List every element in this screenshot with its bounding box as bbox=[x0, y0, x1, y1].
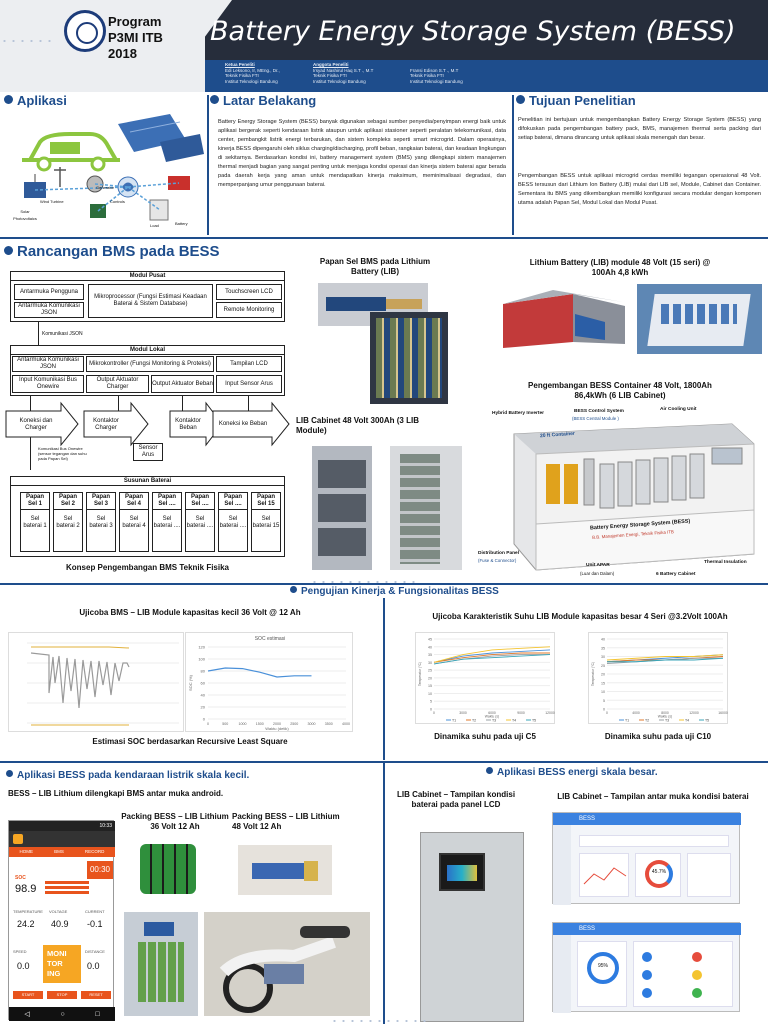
bullet-icon bbox=[486, 767, 493, 774]
susunan-title: Susunan Baterai bbox=[10, 476, 285, 486]
battery-cell bbox=[119, 492, 149, 552]
latar-text: Battery Energy Storage System (BESS) banyak digunakan sebagai sumber penyedia/penyimpan energi baik untuk aplikasi bergerak seperti kendaraan listrik ataupun untuk aplikasi stasioner seperti peralatan telekomunikasi, data center, pembangkit listrik energi terbarukan, dan sistem kompleks seperti smart microgrid. Dalam operasinya, kinerja BESS dipengaruhi oleh siklus charging/discharging, profil beban, rangkaian baterai, dan keadaan lingkungan di sekitarnya. Berdasarkan kondisi ini, battery management system (BMS) yang dilengkapi sistem manajemen thermal menjadi bagian yang sangat penting untuk menjaga kondisi operasi dan kinerja sistem baterai agar berada pada daerah kerja yang aman untuk mendapatkan kinerja maksimum, meminimalisasi degradasi, dan memperpanjang umur penggunaan baterai. bbox=[218, 119, 506, 188]
y-tick-label: 30 bbox=[428, 660, 432, 665]
page-title: Battery Energy Storage System (BESS) bbox=[210, 16, 736, 47]
team-unit: Teknik Fisika FTI bbox=[313, 73, 347, 78]
touchscreen-box: Touchscreen LCD bbox=[216, 284, 282, 300]
divider bbox=[0, 583, 768, 585]
x-tick-label: 8000 bbox=[661, 711, 669, 715]
legend-label: T4 bbox=[512, 718, 517, 723]
legend-label: T5 bbox=[532, 718, 537, 723]
heading-text: Aplikasi BESS energi skala besar. bbox=[497, 767, 658, 778]
divider bbox=[512, 95, 514, 235]
cell-battery-label: Sel baterai .... bbox=[186, 516, 214, 529]
cabinet-caption: LIB Cabinet 48 Volt 300Ah (3 LIB Module) bbox=[296, 416, 419, 435]
koneksi-beban-label: Koneksi ke Beban bbox=[218, 421, 268, 427]
current-value: -0.1 bbox=[87, 919, 103, 929]
tab-home[interactable]: HOME bbox=[19, 849, 34, 854]
heading-text: Pengujian Kinerja & Fungsionalitas BESS bbox=[301, 586, 499, 597]
dashboard-gauge-card bbox=[635, 853, 681, 897]
battery-cell bbox=[86, 492, 116, 552]
x-tick-label: 3000 bbox=[307, 722, 316, 726]
x-tick-label: 2000 bbox=[273, 722, 281, 726]
c5-chart-svg bbox=[416, 633, 556, 725]
divider bbox=[0, 237, 768, 239]
battery-cell bbox=[53, 492, 83, 552]
cell-board-label: Papan Sel 4 bbox=[120, 493, 148, 510]
program-line: P3MI ITB bbox=[108, 30, 163, 45]
antarmuka-json-box: Antarmuka Komunikasi JSON bbox=[14, 302, 84, 318]
tab-record[interactable]: RECORD bbox=[84, 849, 105, 854]
soc-chart-title: SOC estimasi bbox=[254, 636, 286, 642]
divider bbox=[383, 598, 385, 760]
container-caption: Pengembangan BESS Container 48 Volt, 1800Ah 86,4kWh (6 LIB Cabinet) bbox=[528, 381, 712, 400]
soc-value: 98.9 bbox=[15, 883, 37, 895]
android-tabs bbox=[9, 847, 115, 857]
y-tick-label: 5 bbox=[603, 698, 605, 703]
voltage-value: 40.9 bbox=[51, 919, 69, 929]
komunikasi-json-label: Komunikasi JSON bbox=[42, 331, 83, 337]
cell-board-label: Papan Sel .... bbox=[219, 493, 247, 510]
program-line: 2018 bbox=[108, 46, 137, 61]
x-tick-label: 1500 bbox=[255, 722, 264, 726]
x-tick-label: 3000 bbox=[459, 711, 467, 715]
soc-series-line bbox=[208, 668, 312, 677]
divider-dots bbox=[310, 581, 420, 583]
dashboard-sidebar bbox=[553, 935, 571, 1013]
input-sensor-box: Input Sensor Arus bbox=[216, 375, 282, 393]
timer-display: 00:30 bbox=[87, 861, 113, 879]
team-role: Ketua Peneliti bbox=[225, 62, 255, 67]
monitor-line: TOR bbox=[47, 959, 63, 968]
legend-label: T3 bbox=[492, 718, 497, 723]
team-band bbox=[205, 60, 768, 92]
modul-pusat-title: Modul Pusat bbox=[10, 271, 285, 281]
y-tick-label: 80 bbox=[200, 668, 205, 674]
y-tick-label: 20 bbox=[200, 704, 205, 710]
x-tick-label: 12000 bbox=[689, 711, 699, 715]
left-test-title: Ujicoba BMS – LIB Module kapasitas kecil 36 Volt @ 12 Ah bbox=[79, 608, 301, 617]
section-heading-kecil bbox=[6, 770, 249, 781]
team-unit: Institut Teknologi Bandung bbox=[410, 78, 463, 84]
recent-icon[interactable]: □ bbox=[95, 1010, 100, 1018]
tujuan-para-2: Pengembangan BESS untuk aplikasi microgrid cerdas memiliki tegangan operasional 48 Volt. BESS tersusun dari Lithium Ion Battery (LIB) mulai dari LIB sel, Module, Cabinet dan Container. Sementara itu BMS yang dikembangkan memiliki konfigurasi secara modular dengan komponen utama adalah Papan Sel, Modul Lokal dan Modul Pusat. bbox=[518, 173, 761, 206]
y-axis-label: Temperatur (°C) bbox=[418, 661, 422, 687]
section-heading-aplikasi bbox=[4, 93, 67, 108]
lib-module-caption: Lithium Battery (LIB) module 48 Volt (15 seri) @ 100Ah 4,8 kWh bbox=[529, 258, 711, 277]
x-tick-label: 4000 bbox=[342, 722, 350, 726]
cell-board-label: Papan Sel 15 bbox=[252, 493, 280, 510]
x-tick-label: 2500 bbox=[290, 722, 299, 726]
legend-label: T2 bbox=[645, 718, 650, 723]
section-heading-pengujian bbox=[290, 586, 499, 597]
y-tick-label: 0 bbox=[603, 707, 605, 712]
x-tick-label: 6000 bbox=[488, 711, 496, 715]
label-distribution: Distribution Panel bbox=[478, 551, 520, 556]
cell-board-label: Papan Sel .... bbox=[153, 493, 181, 510]
monitor-line: MONI bbox=[47, 949, 67, 958]
distance-label: DISTANCE bbox=[85, 949, 105, 954]
y-axis-label: SOC (%) bbox=[188, 675, 193, 691]
cell-battery-label: Sel baterai .... bbox=[153, 516, 181, 529]
cabinet-lcd-photo bbox=[420, 832, 524, 1022]
label-battery: Battery bbox=[175, 221, 188, 226]
x-tick-label: 0 bbox=[433, 711, 435, 715]
team-unit: Teknik Fisika FTI bbox=[225, 73, 259, 78]
stop-button[interactable]: STOP bbox=[47, 991, 77, 999]
y-tick-label: 10 bbox=[428, 691, 432, 696]
x-tick-label: 0 bbox=[207, 722, 209, 726]
y-tick-label: 40 bbox=[428, 645, 432, 650]
speed-label: SPEED bbox=[13, 949, 27, 954]
cell-battery-label: Sel baterai 2 bbox=[56, 516, 80, 529]
heading-text: Aplikasi bbox=[17, 93, 67, 108]
label-distribution-sub: (Fuse & Connector) bbox=[478, 558, 517, 563]
cell-board-label: Papan Sel 3 bbox=[87, 493, 115, 510]
x-tick-label: 16000 bbox=[718, 711, 728, 715]
team-name: Fransi Edison S.T ., M.T bbox=[410, 67, 459, 73]
gauge-value-2: 95% bbox=[597, 963, 608, 969]
y-tick-label: 5 bbox=[430, 699, 432, 704]
c10-chart-svg bbox=[589, 633, 729, 725]
header-dots bbox=[0, 40, 55, 42]
program-label bbox=[108, 14, 163, 62]
dashboard-header: BESS bbox=[553, 923, 741, 935]
soc-chart-svg bbox=[186, 633, 354, 733]
cell-battery-label: Sel baterai 4 bbox=[122, 516, 146, 529]
cell-battery-label: Sel baterai 1 bbox=[23, 516, 47, 529]
lib-module-render bbox=[493, 284, 633, 350]
cabinet-ui-caption: LIB Cabinet – Tampilan antar muka kondisi baterai bbox=[557, 792, 749, 801]
android-nav-bar bbox=[9, 1007, 115, 1021]
current-label: CURRENT bbox=[85, 909, 105, 914]
cell-battery-label: Sel baterai .... bbox=[219, 516, 247, 529]
team-name: Irsyad Nashirul Haq S.T ., M.T bbox=[313, 67, 374, 73]
y-tick-label: 0 bbox=[202, 716, 205, 722]
legend-label: T4 bbox=[685, 718, 690, 723]
x-tick-label: 0 bbox=[606, 711, 608, 715]
output-charger-box: Output Aktuator Charger bbox=[86, 375, 149, 393]
rancangan-caption: Konsep Pengembangan BMS Teknik Fisika bbox=[66, 563, 229, 572]
battery-board-photo bbox=[370, 312, 448, 404]
cell-battery-label: Sel baterai 15 bbox=[252, 516, 280, 529]
label-bess-sub: B.B. Manajemen Energi, Teknik Fisika ITB bbox=[591, 529, 674, 540]
divider bbox=[383, 763, 385, 1024]
team-role: Anggota Peneliti bbox=[313, 62, 349, 67]
bullet-icon bbox=[4, 95, 13, 104]
y-tick-label: 120 bbox=[198, 644, 205, 650]
program-line: Program bbox=[108, 14, 162, 29]
dashboard-screen-2 bbox=[552, 922, 740, 1012]
pack36-photo bbox=[136, 838, 200, 900]
monitor-line: ING bbox=[47, 969, 61, 978]
team-member bbox=[410, 62, 463, 84]
temperature-label: TEMPERATURE bbox=[13, 909, 43, 914]
pack48-caption: Packing BESS – LIB Lithium 48 Volt 12 Ah bbox=[232, 812, 340, 831]
label-six-cabinet: 6 Battery Cabinet bbox=[656, 572, 696, 577]
label-load: Load bbox=[150, 223, 159, 228]
section-heading-besar bbox=[486, 767, 658, 778]
section-heading-latar bbox=[210, 93, 316, 108]
label-control: BESS Control System bbox=[574, 409, 624, 414]
label-solar: Solar Photovoltaics bbox=[13, 209, 37, 221]
cell-board-label: Papan Sel 1 bbox=[21, 493, 49, 510]
label-generator: Generator bbox=[96, 185, 115, 190]
c5-caption: Dinamika suhu pada uji C5 bbox=[434, 732, 536, 741]
label-apar: Unit APAR bbox=[586, 563, 610, 568]
app-logo-icon bbox=[13, 834, 23, 844]
komunikasi-bus-label: Komunikasi Bus Onewire (sensor tegangan dan suhu pada Papan Sel) bbox=[38, 446, 87, 461]
x-tick-label: 4000 bbox=[632, 711, 640, 715]
label-wind: Wind Turbine bbox=[40, 199, 64, 204]
battery-cell bbox=[218, 492, 248, 552]
y-tick-label: 35 bbox=[601, 646, 605, 651]
mikroprocessor-box: Mikroprocessor (Fungsi Estimasi Keadaan Baterai & Sistem Database) bbox=[88, 284, 213, 318]
right-test-title: Ujicoba Karakteristik Suhu LIB Module kapasitas besar 4 Seri @3.2Volt 100Ah bbox=[432, 612, 728, 621]
y-tick-label: 0 bbox=[430, 707, 432, 712]
battery-cell bbox=[152, 492, 182, 552]
legend-label: T2 bbox=[472, 718, 477, 723]
cabinet-render bbox=[312, 446, 372, 570]
team-member bbox=[313, 62, 373, 84]
remote-box: Remote Monitoring bbox=[216, 302, 282, 318]
itb-logo bbox=[64, 10, 106, 52]
soc-label: SOC bbox=[15, 875, 26, 881]
y-tick-label: 20 bbox=[601, 672, 605, 677]
x-tick-label: 12000 bbox=[545, 711, 555, 715]
divider bbox=[207, 95, 209, 235]
battery-cell bbox=[251, 492, 281, 552]
home-icon[interactable]: ○ bbox=[60, 1010, 65, 1018]
c5-chart bbox=[415, 632, 555, 724]
label-control-sub: (BESS Central Module ) bbox=[572, 416, 619, 421]
x-tick-label: 3500 bbox=[324, 722, 333, 726]
android-status-bar: 10:33 bbox=[9, 821, 115, 831]
dashboard-cells-card bbox=[633, 941, 733, 1007]
label-bess: Battery Energy Storage System (BESS) bbox=[589, 518, 691, 532]
android-app-bar bbox=[9, 831, 115, 847]
pack36-caption: Packing BESS – LIB Lithium 36 Volt 12 Ah bbox=[121, 812, 229, 831]
battery-cell bbox=[185, 492, 215, 552]
antarmuka-json-lokal: Antarmuka Komunikasi JSON bbox=[12, 356, 84, 372]
temperature-value: 24.2 bbox=[17, 919, 35, 929]
y-tick-label: 10 bbox=[601, 690, 605, 694]
team-leader bbox=[225, 62, 280, 84]
y-tick-label: 45 bbox=[428, 637, 432, 642]
label-thermal: Thermal Insulation bbox=[704, 560, 747, 565]
label-cooling: Air Cooling Unit bbox=[660, 407, 697, 412]
team-unit: Teknik Fisika FTI bbox=[410, 73, 444, 78]
team-unit: Institut Teknologi Bandung bbox=[225, 78, 278, 84]
aplikasi-illustration bbox=[10, 112, 204, 232]
y-tick-label: 35 bbox=[428, 653, 432, 658]
y-tick-label: 25 bbox=[601, 663, 605, 668]
scooter-photo bbox=[204, 912, 370, 1016]
y-tick-label: 15 bbox=[601, 681, 605, 686]
pack-assembly-photo bbox=[124, 912, 198, 1016]
speed-value: 0.0 bbox=[17, 961, 30, 971]
dashboard-sidebar bbox=[553, 825, 571, 905]
distance-value: 0.0 bbox=[87, 961, 100, 971]
bullet-icon bbox=[6, 770, 13, 777]
y-tick-label: 60 bbox=[200, 680, 205, 686]
heading-text: Rancangan BMS pada BESS bbox=[17, 243, 220, 260]
android-buttons bbox=[13, 991, 111, 999]
pack48-photo bbox=[238, 845, 332, 895]
dashboard-icons-card bbox=[687, 853, 731, 897]
voltage-label: VOLTAGE bbox=[49, 909, 68, 914]
y-axis-label: Temperatur (°C) bbox=[591, 661, 595, 687]
legend-label: T5 bbox=[705, 718, 710, 723]
bullet-icon bbox=[290, 586, 297, 593]
x-tick-label: 500 bbox=[222, 722, 229, 726]
section-heading-tujuan bbox=[516, 93, 636, 108]
modul-lokal-title: Modul Lokal bbox=[10, 345, 285, 355]
cabinet-lcd-caption: LIB Cabinet – Tampilan kondisi baterai pada panel LCD bbox=[396, 790, 516, 809]
label-apar-sub: (Luar dan Dalam) bbox=[580, 571, 615, 576]
x-axis-label: Waktu (s) bbox=[657, 714, 673, 719]
papan-sel-caption: Papan Sel BMS pada Lithium Battery (LIB) bbox=[319, 257, 431, 276]
kecil-subtitle: BESS – LIB Lithium dilengkapi BMS antar muka android. bbox=[8, 789, 224, 798]
tab-bms[interactable]: BMS bbox=[54, 849, 64, 854]
bullet-icon bbox=[210, 95, 219, 104]
y-tick-label: 30 bbox=[601, 655, 605, 659]
label-controls: Controls bbox=[110, 199, 125, 204]
android-screen bbox=[8, 820, 114, 1020]
dashboard-screen-1 bbox=[552, 812, 740, 904]
dashboard-gauge-card bbox=[577, 941, 627, 1007]
c10-chart bbox=[588, 632, 728, 724]
y-tick-label: 40 bbox=[200, 692, 205, 698]
heading-text: Tujuan Penelitian bbox=[529, 93, 636, 108]
connector-line bbox=[38, 322, 39, 345]
back-icon[interactable]: ◁ bbox=[24, 1011, 30, 1018]
dashboard-stats bbox=[579, 835, 729, 847]
legend-label: T3 bbox=[665, 718, 670, 723]
team-name: Edi Leksono, Ir, MEng., Dr., bbox=[225, 67, 280, 73]
start-button[interactable]: START bbox=[13, 991, 43, 999]
gauge-value: 45.7% bbox=[651, 869, 667, 875]
battery-cell bbox=[20, 492, 50, 552]
reset-button[interactable]: RESET bbox=[81, 991, 111, 999]
x-axis-label: Waktu (detik) bbox=[265, 726, 289, 731]
team-unit: Institut Teknologi Bandung bbox=[313, 78, 366, 84]
antarmuka-pengguna-box: Antarmuka Pengguna bbox=[14, 284, 84, 300]
monitoring-tile[interactable] bbox=[43, 945, 81, 983]
tampilan-lcd-box: Tampilan LCD bbox=[216, 356, 282, 372]
legend-label: T1 bbox=[452, 718, 457, 723]
bullet-icon bbox=[516, 95, 525, 104]
koneksi-charger-label: Koneksi dan Charger bbox=[19, 418, 53, 431]
cell-board-label: Papan Sel .... bbox=[186, 493, 214, 510]
label-inverter: Hybrid Battery Inverter bbox=[492, 411, 544, 416]
input-onewire-box: Input Komunikasi Bus Onewire bbox=[12, 375, 84, 393]
tujuan-para-1: Penelitian ini bertujuan untuk mengembangkan Battery Energy Storage System (BESS) yang difokuskan pada pengembangan battery pack, BMS, manajemen thermal serta packing dari setiap baterai, dimana dirancang untuk aplikasi skala menengah dan besar. bbox=[518, 117, 761, 141]
lcd-panel bbox=[439, 853, 485, 891]
heading-text: Aplikasi BESS pada kendaraan listrik skala kecil. bbox=[17, 770, 250, 781]
footer-dots bbox=[330, 1020, 430, 1022]
dashboard-line-card bbox=[579, 853, 629, 897]
y-tick-label: 40 bbox=[601, 637, 605, 642]
kontaktor-beban-label: Kontaktor Beban bbox=[175, 418, 201, 431]
y-tick-label: 15 bbox=[428, 684, 432, 689]
cell-board-label: Papan Sel 2 bbox=[54, 493, 82, 510]
cell-battery-label: Sel baterai 3 bbox=[89, 516, 113, 529]
voltage-trace-chart bbox=[8, 632, 184, 732]
cabinet-photo bbox=[390, 446, 462, 570]
soc-chart bbox=[185, 632, 353, 732]
mikrokontroller-box: Mikrokontroller (Fungsi Monitoring & Proteksi) bbox=[86, 356, 214, 372]
kontaktor-charger-label: Kontaktor Charger bbox=[93, 418, 119, 431]
sensor-arus-box: Sensor Arus bbox=[133, 443, 163, 461]
x-tick-label: 9000 bbox=[517, 711, 525, 715]
output-beban-box: Output Aktuator Beban bbox=[151, 375, 214, 393]
section-heading-rancangan bbox=[4, 243, 220, 260]
dashboard-header: BESS bbox=[553, 813, 741, 825]
y-tick-label: 100 bbox=[198, 656, 205, 662]
soc-info-bars bbox=[45, 881, 89, 895]
soc-caption: Estimasi SOC berdasarkan Recursive Least Square bbox=[92, 737, 288, 746]
lib-module-photo bbox=[637, 284, 762, 354]
x-axis-label: Waktu (s) bbox=[484, 714, 500, 719]
y-tick-label: 25 bbox=[428, 668, 432, 673]
c10-caption: Dinamika suhu pada uji C10 bbox=[604, 732, 712, 741]
bullet-icon bbox=[4, 246, 13, 255]
label-container20: 20 ft Container bbox=[539, 430, 576, 440]
heading-text: Latar Belakang bbox=[223, 93, 317, 108]
y-tick-label: 20 bbox=[428, 676, 432, 681]
x-tick-label: 1000 bbox=[238, 722, 247, 726]
container-render bbox=[478, 404, 762, 580]
legend-label: T1 bbox=[625, 718, 630, 723]
